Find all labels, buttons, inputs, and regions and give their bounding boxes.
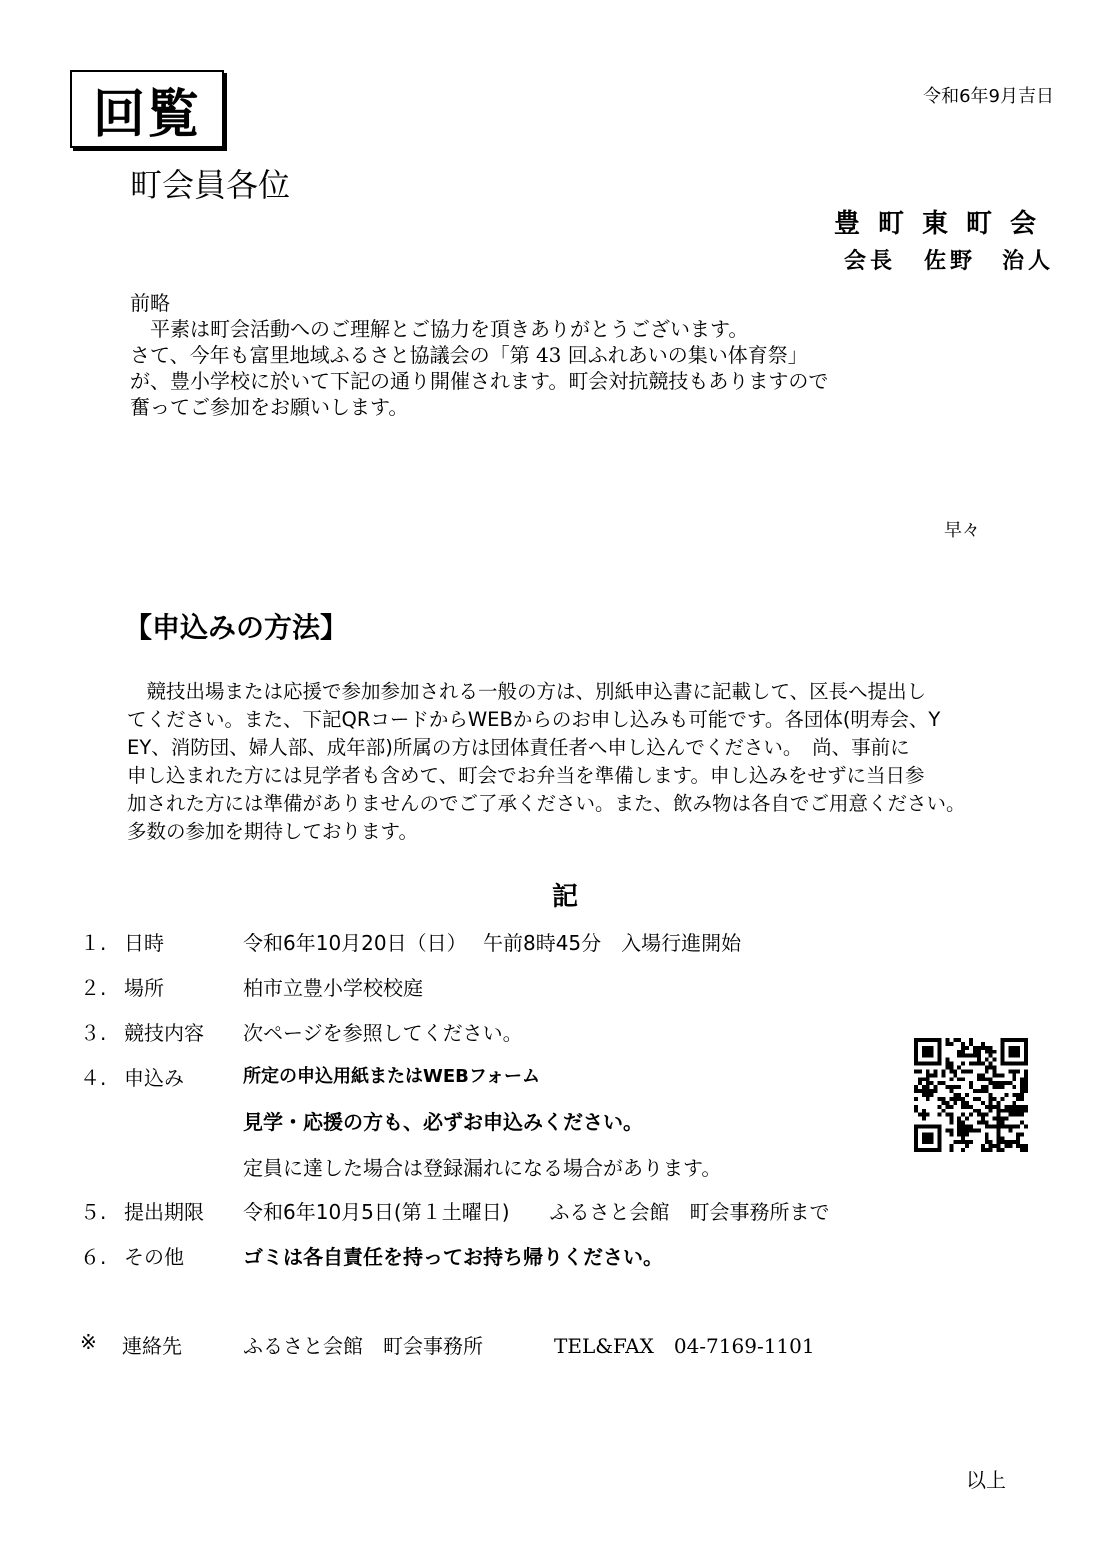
item-key: 提出期限 bbox=[124, 1200, 204, 1224]
qr-code-icon[interactable] bbox=[914, 1038, 1028, 1152]
sender-name: 佐野 治人 bbox=[923, 249, 1054, 274]
circulation-stamp bbox=[70, 70, 224, 148]
item-number: ２. bbox=[80, 976, 107, 1000]
reference-mark: ※ bbox=[80, 1330, 97, 1354]
contact-label: 連絡先 bbox=[122, 1334, 182, 1358]
item-key: 申込み bbox=[124, 1066, 184, 1090]
sender-title: 会長 bbox=[843, 249, 896, 274]
sender-organization: 豊町東町会 bbox=[833, 209, 1054, 239]
method-line: 申し込まれた方には見学者も含めて、町会でお弁当を準備します。申し込みをせずに当日参 bbox=[127, 764, 925, 787]
item-number: ６. bbox=[80, 1245, 107, 1269]
method-line: てください。また、下記QRコードからWEBからのお申し込みも可能です。各団体(明寿会、Y bbox=[127, 708, 941, 731]
item-value: 見学・応援の方も、必ずお申込みください。 bbox=[243, 1110, 643, 1134]
contact-place: ふるさと会館 町会事務所 bbox=[243, 1334, 483, 1358]
ki-heading: 記 bbox=[552, 882, 579, 912]
item-value: 令和6年10月20日（日） 午前8時45分 入場行進開始 bbox=[243, 931, 742, 955]
closing-salutation: 早々 bbox=[944, 520, 980, 541]
greeting-text bbox=[130, 290, 828, 420]
item-value: 定員に達した場合は登録漏れになる場合があります。 bbox=[243, 1156, 722, 1180]
circulation-stamp-label: 回覧 bbox=[92, 84, 201, 145]
item-number: ５. bbox=[80, 1200, 107, 1224]
item-key: 日時 bbox=[124, 931, 164, 955]
item-key: 競技内容 bbox=[124, 1021, 204, 1045]
contact-tel: TEL&FAX 04-7169-1101 bbox=[554, 1334, 815, 1358]
item-number: ４. bbox=[80, 1066, 107, 1090]
item-value: 所定の申込用紙またはWEBフォーム bbox=[243, 1066, 540, 1087]
item-value: 柏市立豊小学校校庭 bbox=[243, 976, 423, 1000]
method-text bbox=[127, 678, 1057, 846]
item-key: その他 bbox=[124, 1245, 184, 1269]
greeting-line: さて、今年も富里地域ふるさと協議会の「第 43 回ふれあいの集い体育祭」 bbox=[130, 343, 808, 367]
item-number: １. bbox=[80, 931, 107, 955]
method-section-title: 【申込みの方法】 bbox=[124, 611, 349, 644]
method-line: 加された方には準備がありませんのでご了承ください。また、飲み物は各自でご用意ください。 bbox=[127, 792, 966, 815]
addressee: 町会員各位 bbox=[130, 166, 291, 204]
method-line: EY、消防団、婦人部、成年部)所属の方は団体責任者へ申し込んでください。 尚、事前に bbox=[127, 736, 910, 759]
greeting-line: 平素は町会活動へのご理解とご協力を頂きありがとうございます。 bbox=[130, 317, 749, 341]
item-value: 次ページを参照してください。 bbox=[243, 1021, 523, 1045]
document-date: 令和6年9月吉日 bbox=[923, 86, 1054, 107]
method-line: 競技出場または応援で参加参加される一般の方は、別紙申込書に記載して、区長へ提出し bbox=[127, 680, 927, 703]
greeting-line: 前略 bbox=[130, 291, 170, 315]
method-line: 多数の参加を期待しております。 bbox=[127, 820, 418, 843]
item-value: ゴミは各自責任を持ってお持ち帰りください。 bbox=[243, 1245, 663, 1269]
item-key: 場所 bbox=[124, 976, 164, 1000]
greeting-line: 奮ってご参加をお願いします。 bbox=[130, 395, 409, 419]
item-number: ３. bbox=[80, 1021, 107, 1045]
sender-president bbox=[844, 244, 1054, 275]
greeting-line: が、豊小学校に於いて下記の通り開催されます。町会対抗競技もありますので bbox=[130, 369, 829, 393]
end-mark: 以上 bbox=[966, 1468, 1006, 1492]
item-value: 令和6年10月5日(第１土曜日) ふるさと会館 町会事務所まで bbox=[243, 1200, 830, 1224]
